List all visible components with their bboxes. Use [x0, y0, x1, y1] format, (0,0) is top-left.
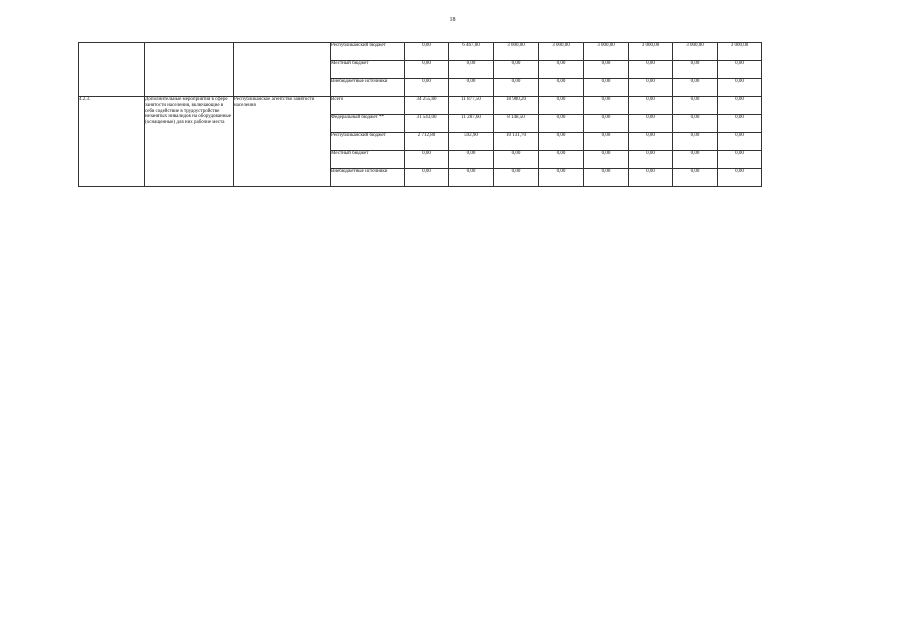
value-cell: 0,00 — [629, 133, 673, 151]
measure-name-cell: Дополнительные мероприятия в сфере занятости населения, включающие в себя содействие в трудоустройстве незанятых инвалидов на оборудованные (оснащенные) для них рабочие места — [145, 97, 234, 187]
value-cell: 0,00 — [629, 151, 673, 169]
value-cell: 0,00 — [629, 61, 673, 79]
value-cell: 0,00 — [494, 79, 539, 97]
value-cell: 0,00 — [629, 169, 673, 187]
value-cell: 3 000,00 — [584, 43, 629, 61]
value-cell: 0,00 — [629, 115, 673, 133]
value-cell: 0,00 — [673, 97, 718, 115]
value-cell: 0,00 — [494, 169, 539, 187]
value-cell: 0,00 — [539, 115, 584, 133]
value-cell: 0,00 — [673, 169, 718, 187]
value-cell: 0,00 — [539, 151, 584, 169]
executor-cell-empty — [234, 43, 331, 97]
value-cell: 0,00 — [584, 79, 629, 97]
table-row — [79, 97, 762, 115]
name-cell-empty — [145, 43, 234, 97]
value-cell: 31 543,00 — [405, 115, 449, 133]
value-cell: 0,00 — [673, 151, 718, 169]
value-cell: 0,00 — [673, 61, 718, 79]
funding-source-cell: Местный бюджет — [331, 151, 405, 169]
value-cell: 2 712,80 — [405, 133, 449, 151]
value-cell: 3 000,00 — [629, 43, 673, 61]
funding-source-cell: Внебюджетные источники — [331, 79, 405, 97]
value-cell: 0,00 — [629, 97, 673, 115]
value-cell: 0,00 — [539, 133, 584, 151]
measure-executor-cell: Республиканское агентство занятости населения — [234, 97, 331, 187]
value-cell: 0,00 — [673, 79, 718, 97]
value-cell: 0,00 — [494, 61, 539, 79]
value-cell: 3 000,00 — [539, 43, 584, 61]
value-cell: 0,00 — [405, 169, 449, 187]
value-cell: 592,90 — [449, 133, 494, 151]
value-cell: 0,00 — [584, 133, 629, 151]
table-row — [79, 43, 762, 61]
value-cell: 0,00 — [494, 151, 539, 169]
value-cell: 0,00 — [584, 61, 629, 79]
funding-source-cell: Республиканский бюджет — [331, 43, 405, 61]
value-cell: 10 131,70 — [494, 133, 539, 151]
measure-code-cell: 4.2.3. — [79, 97, 145, 187]
table-body — [79, 43, 762, 187]
value-cell: 0,00 — [673, 115, 718, 133]
value-cell: 34 255,80 — [405, 97, 449, 115]
funding-source-cell: Всего — [331, 97, 405, 115]
code-cell-empty — [79, 43, 145, 97]
value-cell: 0,00 — [718, 97, 762, 115]
budget-table — [78, 42, 762, 187]
value-cell: 6 467,00 — [449, 43, 494, 61]
value-cell: 0,00 — [718, 151, 762, 169]
value-cell: 0,00 — [539, 169, 584, 187]
funding-source-cell: Республиканский бюджет — [331, 133, 405, 151]
value-cell: 3 000,00 — [673, 43, 718, 61]
value-cell: 0,00 — [584, 151, 629, 169]
value-cell: 0,00 — [718, 115, 762, 133]
value-cell: 0,00 — [449, 151, 494, 169]
value-cell: 3 000,00 — [718, 43, 762, 61]
value-cell: 0,00 — [718, 79, 762, 97]
value-cell: 0,00 — [629, 79, 673, 97]
value-cell: 0,00 — [539, 97, 584, 115]
value-cell: 0,00 — [718, 61, 762, 79]
value-cell: 0,00 — [539, 79, 584, 97]
value-cell: 0,00 — [449, 169, 494, 187]
value-cell: 0,00 — [449, 79, 494, 97]
value-cell: 11 877,50 — [449, 97, 494, 115]
funding-source-cell: Федеральный бюджет ** — [331, 115, 405, 133]
value-cell: 8 148,50 — [494, 115, 539, 133]
value-cell: 0,00 — [539, 61, 584, 79]
value-cell: 0,00 — [584, 169, 629, 187]
value-cell: 3 000,00 — [494, 43, 539, 61]
value-cell: 0,00 — [405, 151, 449, 169]
value-cell: 0,00 — [584, 115, 629, 133]
value-cell: 0,00 — [584, 97, 629, 115]
value-cell: 0,00 — [405, 43, 449, 61]
value-cell: 0,00 — [673, 133, 718, 151]
value-cell: 0,00 — [718, 133, 762, 151]
value-cell: 11 287,60 — [449, 115, 494, 133]
value-cell: 0,00 — [405, 61, 449, 79]
value-cell: 0,00 — [405, 79, 449, 97]
value-cell: 0,00 — [718, 169, 762, 187]
page-number: 18 — [449, 17, 456, 23]
value-cell: 18 980,20 — [494, 97, 539, 115]
funding-source-cell: Внебюджетные источники — [331, 169, 405, 187]
funding-source-cell: Местный бюджет — [331, 61, 405, 79]
value-cell: 0,00 — [449, 61, 494, 79]
